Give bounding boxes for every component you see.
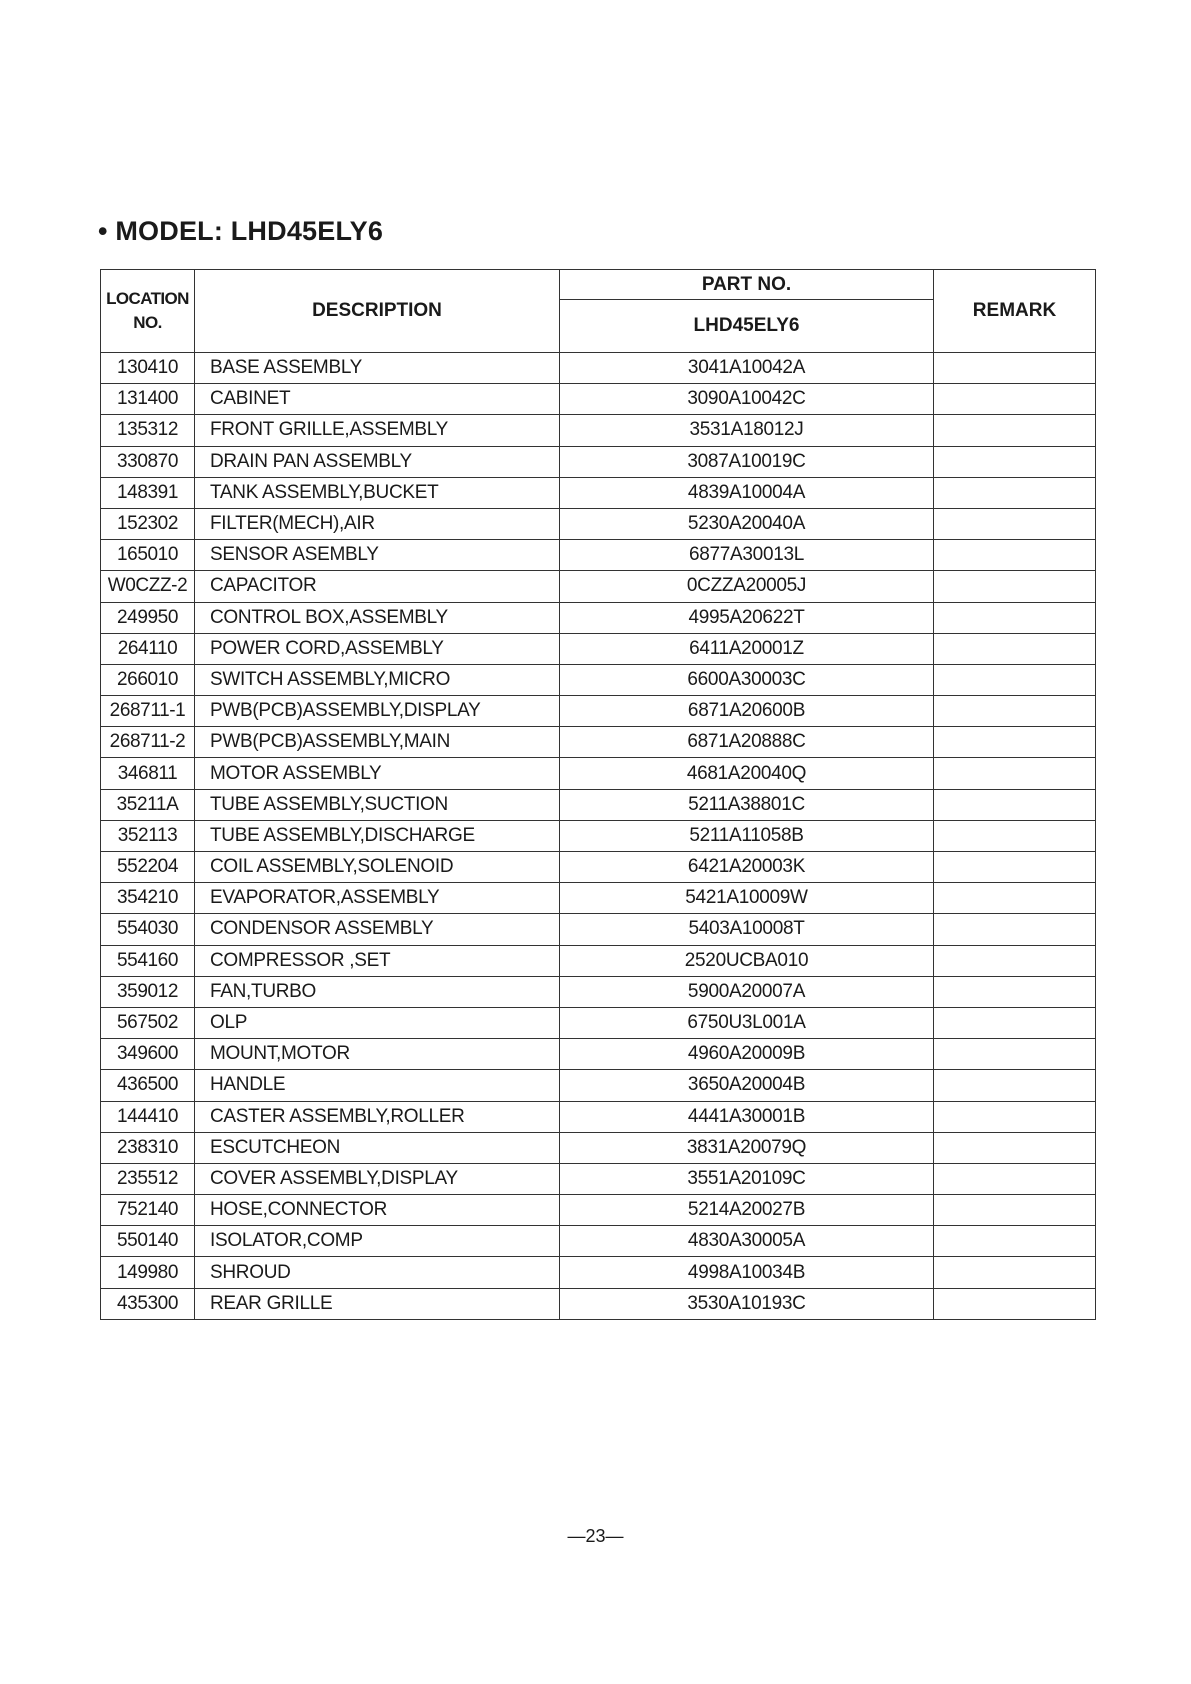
- table-row: [101, 1070, 1096, 1101]
- parts-table: [100, 269, 1096, 1320]
- cell-location-no: 352113: [101, 820, 195, 851]
- cell-part-no: 5421A10009W: [560, 883, 934, 914]
- cell-remark: [934, 820, 1096, 851]
- header-location-line2: NO.: [133, 313, 162, 332]
- cell-description: CASTER ASSEMBLY,ROLLER: [195, 1101, 560, 1132]
- cell-location-no: 135312: [101, 415, 195, 446]
- table-row: [101, 508, 1096, 539]
- table-row: [101, 914, 1096, 945]
- cell-part-no: 4441A30001B: [560, 1101, 934, 1132]
- cell-location-no: 436500: [101, 1070, 195, 1101]
- cell-part-no: 3531A18012J: [560, 415, 934, 446]
- cell-location-no: 346811: [101, 758, 195, 789]
- table-row: [101, 758, 1096, 789]
- cell-remark: [934, 1101, 1096, 1132]
- cell-description: FILTER(MECH),AIR: [195, 508, 560, 539]
- cell-description: PWB(PCB)ASSEMBLY,MAIN: [195, 727, 560, 758]
- cell-description: MOTOR ASSEMBLY: [195, 758, 560, 789]
- cell-description: ISOLATOR,COMP: [195, 1226, 560, 1257]
- cell-part-no: 6877A30013L: [560, 540, 934, 571]
- cell-part-no: 4839A10004A: [560, 477, 934, 508]
- cell-remark: [934, 976, 1096, 1007]
- cell-location-no: W0CZZ-2: [101, 571, 195, 602]
- table-row: [101, 1132, 1096, 1163]
- cell-location-no: 165010: [101, 540, 195, 571]
- cell-description: BASE ASSEMBLY: [195, 353, 560, 384]
- cell-part-no: 3090A10042C: [560, 384, 934, 415]
- page-title: • MODEL: LHD45ELY6: [98, 216, 384, 246]
- cell-part-no: 5900A20007A: [560, 976, 934, 1007]
- cell-part-no: 6750U3L001A: [560, 1007, 934, 1038]
- cell-location-no: 554030: [101, 914, 195, 945]
- cell-location-no: 149980: [101, 1257, 195, 1288]
- header-remark: REMARK: [934, 270, 1096, 353]
- table-row: [101, 976, 1096, 1007]
- table-row: [101, 1195, 1096, 1226]
- table-body: [101, 353, 1096, 1320]
- cell-description: TANK ASSEMBLY,BUCKET: [195, 477, 560, 508]
- header-part-no: PART NO.: [560, 270, 934, 300]
- cell-remark: [934, 384, 1096, 415]
- table-row: [101, 1226, 1096, 1257]
- table-row: [101, 852, 1096, 883]
- cell-location-no: 264110: [101, 633, 195, 664]
- table-row: [101, 820, 1096, 851]
- table-row: [101, 1007, 1096, 1038]
- table-row: [101, 384, 1096, 415]
- cell-part-no: 3087A10019C: [560, 446, 934, 477]
- table-row: [101, 789, 1096, 820]
- cell-description: REAR GRILLE: [195, 1288, 560, 1319]
- table-header: [101, 270, 1096, 353]
- cell-part-no: 4830A30005A: [560, 1226, 934, 1257]
- cell-description: COMPRESSOR ,SET: [195, 945, 560, 976]
- cell-location-no: 152302: [101, 508, 195, 539]
- cell-part-no: 5211A38801C: [560, 789, 934, 820]
- cell-description: SWITCH ASSEMBLY,MICRO: [195, 664, 560, 695]
- cell-location-no: 435300: [101, 1288, 195, 1319]
- cell-location-no: 249950: [101, 602, 195, 633]
- cell-description: OLP: [195, 1007, 560, 1038]
- header-description: DESCRIPTION: [195, 270, 560, 353]
- cell-remark: [934, 540, 1096, 571]
- cell-description: COIL ASSEMBLY,SOLENOID: [195, 852, 560, 883]
- cell-description: MOUNT,MOTOR: [195, 1039, 560, 1070]
- cell-part-no: 6421A20003K: [560, 852, 934, 883]
- cell-part-no: 3831A20079Q: [560, 1132, 934, 1163]
- cell-remark: [934, 1288, 1096, 1319]
- cell-part-no: 6871A20888C: [560, 727, 934, 758]
- cell-part-no: 3041A10042A: [560, 353, 934, 384]
- table-row: [101, 727, 1096, 758]
- cell-remark: [934, 1132, 1096, 1163]
- cell-remark: [934, 477, 1096, 508]
- table-row: [101, 1163, 1096, 1194]
- cell-location-no: 148391: [101, 477, 195, 508]
- cell-description: ESCUTCHEON: [195, 1132, 560, 1163]
- cell-location-no: 552204: [101, 852, 195, 883]
- cell-description: TUBE ASSEMBLY,SUCTION: [195, 789, 560, 820]
- table-row: [101, 1257, 1096, 1288]
- cell-description: FAN,TURBO: [195, 976, 560, 1007]
- table-row: [101, 353, 1096, 384]
- cell-remark: [934, 1070, 1096, 1101]
- cell-location-no: 130410: [101, 353, 195, 384]
- cell-remark: [934, 664, 1096, 695]
- cell-description: HOSE,CONNECTOR: [195, 1195, 560, 1226]
- cell-remark: [934, 1163, 1096, 1194]
- cell-remark: [934, 633, 1096, 664]
- cell-description: SENSOR ASEMBLY: [195, 540, 560, 571]
- cell-location-no: 359012: [101, 976, 195, 1007]
- cell-description: POWER CORD,ASSEMBLY: [195, 633, 560, 664]
- cell-remark: [934, 696, 1096, 727]
- table-row: [101, 1288, 1096, 1319]
- cell-remark: [934, 1195, 1096, 1226]
- cell-part-no: 3650A20004B: [560, 1070, 934, 1101]
- cell-location-no: 349600: [101, 1039, 195, 1070]
- cell-remark: [934, 852, 1096, 883]
- cell-remark: [934, 508, 1096, 539]
- cell-remark: [934, 446, 1096, 477]
- cell-remark: [934, 1226, 1096, 1257]
- cell-description: SHROUD: [195, 1257, 560, 1288]
- table-row: [101, 1039, 1096, 1070]
- header-location-no: [101, 270, 195, 353]
- cell-part-no: 3530A10193C: [560, 1288, 934, 1319]
- cell-part-no: 5214A20027B: [560, 1195, 934, 1226]
- cell-part-no: 0CZZA20005J: [560, 571, 934, 602]
- cell-location-no: 266010: [101, 664, 195, 695]
- table-row: [101, 571, 1096, 602]
- table-row: [101, 415, 1096, 446]
- cell-remark: [934, 789, 1096, 820]
- cell-location-no: 550140: [101, 1226, 195, 1257]
- cell-part-no: 6600A30003C: [560, 664, 934, 695]
- cell-location-no: 35211A: [101, 789, 195, 820]
- cell-remark: [934, 727, 1096, 758]
- table-row: [101, 664, 1096, 695]
- cell-location-no: 144410: [101, 1101, 195, 1132]
- cell-remark: [934, 602, 1096, 633]
- cell-remark: [934, 914, 1096, 945]
- page-number: —23—: [567, 1526, 624, 1546]
- cell-remark: [934, 415, 1096, 446]
- cell-part-no: 4995A20622T: [560, 602, 934, 633]
- cell-description: COVER ASSEMBLY,DISPLAY: [195, 1163, 560, 1194]
- cell-remark: [934, 758, 1096, 789]
- cell-part-no: 4960A20009B: [560, 1039, 934, 1070]
- table-row: [101, 477, 1096, 508]
- table-row: [101, 540, 1096, 571]
- cell-location-no: 268711-1: [101, 696, 195, 727]
- cell-description: TUBE ASSEMBLY,DISCHARGE: [195, 820, 560, 851]
- cell-location-no: 238310: [101, 1132, 195, 1163]
- cell-part-no: 3551A20109C: [560, 1163, 934, 1194]
- cell-part-no: 6411A20001Z: [560, 633, 934, 664]
- cell-description: CAPACITOR: [195, 571, 560, 602]
- cell-location-no: 235512: [101, 1163, 195, 1194]
- cell-location-no: 330870: [101, 446, 195, 477]
- cell-location-no: 131400: [101, 384, 195, 415]
- cell-part-no: 2520UCBA010: [560, 945, 934, 976]
- cell-description: CONTROL BOX,ASSEMBLY: [195, 602, 560, 633]
- cell-description: CABINET: [195, 384, 560, 415]
- cell-description: DRAIN PAN ASSEMBLY: [195, 446, 560, 477]
- table-row: [101, 1101, 1096, 1132]
- cell-part-no: 5403A10008T: [560, 914, 934, 945]
- cell-description: HANDLE: [195, 1070, 560, 1101]
- cell-remark: [934, 1007, 1096, 1038]
- cell-part-no: 5230A20040A: [560, 508, 934, 539]
- cell-remark: [934, 945, 1096, 976]
- cell-location-no: 268711-2: [101, 727, 195, 758]
- cell-remark: [934, 353, 1096, 384]
- cell-remark: [934, 883, 1096, 914]
- cell-part-no: 6871A20600B: [560, 696, 934, 727]
- header-model: LHD45ELY6: [560, 300, 934, 353]
- cell-description: PWB(PCB)ASSEMBLY,DISPLAY: [195, 696, 560, 727]
- cell-remark: [934, 1257, 1096, 1288]
- cell-remark: [934, 1039, 1096, 1070]
- table-row: [101, 633, 1096, 664]
- cell-remark: [934, 571, 1096, 602]
- cell-location-no: 752140: [101, 1195, 195, 1226]
- cell-part-no: 4998A10034B: [560, 1257, 934, 1288]
- cell-description: FRONT GRILLE,ASSEMBLY: [195, 415, 560, 446]
- cell-location-no: 354210: [101, 883, 195, 914]
- table-row: [101, 696, 1096, 727]
- cell-location-no: 567502: [101, 1007, 195, 1038]
- table-row: [101, 446, 1096, 477]
- table-row: [101, 883, 1096, 914]
- header-location-line1: LOCATION: [106, 289, 189, 308]
- cell-location-no: 554160: [101, 945, 195, 976]
- cell-description: CONDENSOR ASSEMBLY: [195, 914, 560, 945]
- table-row: [101, 945, 1096, 976]
- cell-part-no: 4681A20040Q: [560, 758, 934, 789]
- table-row: [101, 602, 1096, 633]
- cell-description: EVAPORATOR,ASSEMBLY: [195, 883, 560, 914]
- cell-part-no: 5211A11058B: [560, 820, 934, 851]
